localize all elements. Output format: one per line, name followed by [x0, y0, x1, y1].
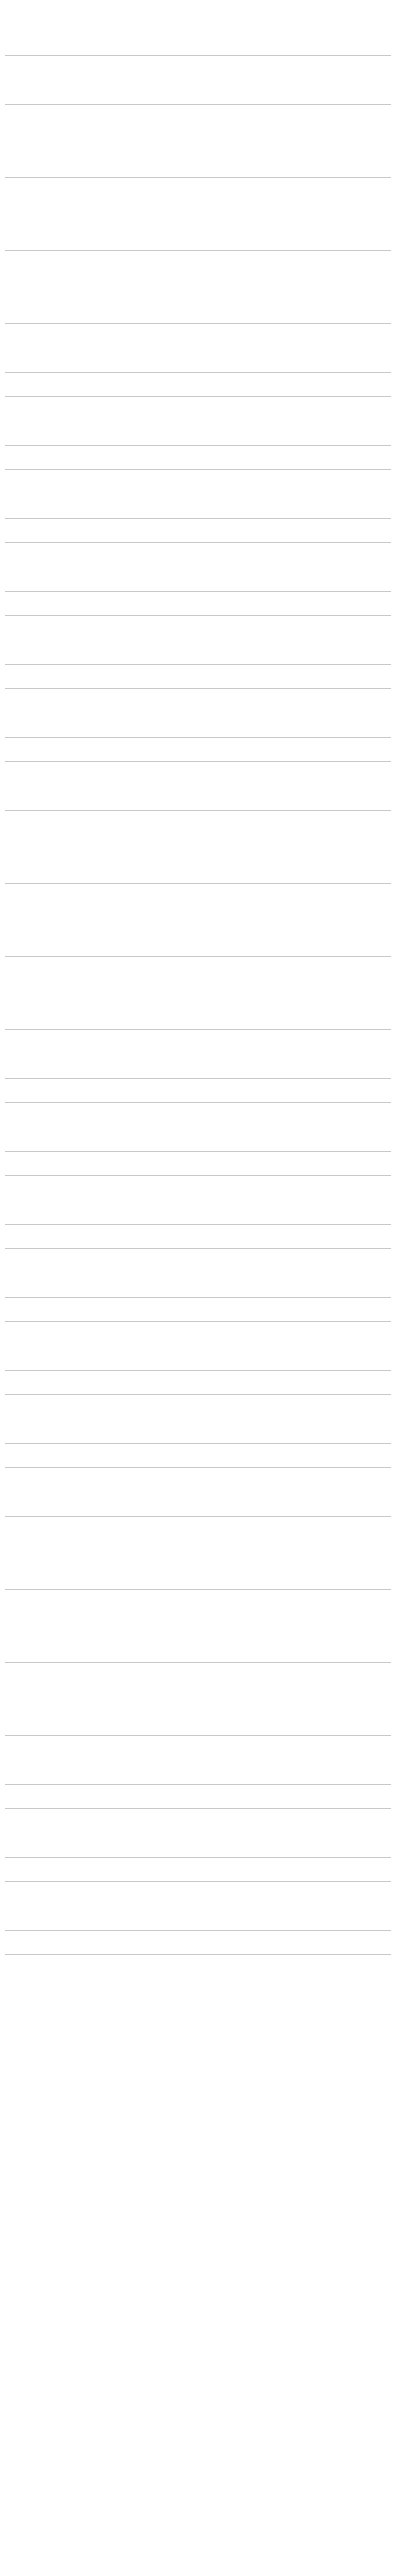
paragraph — [5, 210, 391, 226]
paragraph — [5, 356, 391, 373]
paragraph — [5, 1013, 391, 1030]
paragraph — [5, 1890, 391, 1906]
site-header — [0, 12, 396, 34]
paragraph-list — [5, 40, 391, 1979]
paragraph — [5, 234, 391, 251]
paragraph — [5, 1817, 391, 1833]
paragraph — [5, 332, 391, 348]
paragraph — [5, 1525, 391, 1541]
paragraph — [5, 64, 391, 80]
paragraph — [5, 1062, 391, 1079]
paragraph — [5, 453, 391, 470]
paragraph — [5, 429, 391, 446]
paragraph — [5, 600, 391, 616]
paragraph — [5, 843, 391, 859]
paragraph — [5, 1573, 391, 1590]
site-footer — [0, 2514, 396, 2570]
paragraph — [5, 1111, 391, 1127]
paragraph — [5, 1622, 391, 1638]
paragraph — [5, 940, 391, 957]
paragraph — [5, 1135, 391, 1152]
chapter-content — [5, 40, 391, 2508]
paragraph — [5, 867, 391, 884]
paragraph — [5, 1086, 391, 1103]
paragraph — [5, 1963, 391, 1979]
paragraph — [5, 1281, 391, 1298]
paragraph — [5, 697, 391, 713]
paragraph — [5, 1452, 391, 1468]
paragraph — [5, 1159, 391, 1176]
paragraph — [5, 259, 391, 275]
paragraph — [5, 965, 391, 981]
paragraph — [5, 1306, 391, 1322]
paragraph — [5, 1939, 391, 1955]
paragraph — [5, 1841, 391, 1858]
paragraph — [5, 1476, 391, 1492]
paragraph — [5, 88, 391, 105]
paragraph — [5, 1768, 391, 1785]
paragraph — [5, 113, 391, 129]
paragraph — [5, 1427, 391, 1444]
paragraph — [5, 892, 391, 908]
paragraph — [5, 1792, 391, 1809]
paragraph — [5, 1671, 391, 1687]
paragraph — [5, 1038, 391, 1054]
paragraph — [5, 186, 391, 202]
paragraph — [5, 1233, 391, 1249]
paragraph — [5, 551, 391, 567]
paragraph — [5, 1646, 391, 1663]
paragraph — [5, 405, 391, 421]
paragraph — [5, 137, 391, 153]
paragraph — [5, 40, 391, 56]
paragraph — [5, 1549, 391, 1565]
paragraph — [5, 721, 391, 738]
paragraph — [5, 1354, 391, 1371]
paragraph — [5, 989, 391, 1005]
paragraph — [5, 794, 391, 811]
paragraph — [5, 1744, 391, 1760]
paragraph — [5, 1330, 391, 1346]
paragraph — [5, 746, 391, 762]
paragraph — [5, 527, 391, 543]
paragraph — [5, 1914, 391, 1931]
paragraph — [5, 1257, 391, 1273]
paragraph — [5, 575, 391, 592]
paragraph — [5, 307, 391, 324]
paragraph — [5, 770, 391, 786]
paragraph — [5, 478, 391, 494]
paragraph — [5, 1379, 391, 1395]
paragraph — [5, 283, 391, 299]
paragraph — [5, 1184, 391, 1200]
paragraph — [5, 1598, 391, 1614]
paragraph — [5, 673, 391, 689]
paragraph — [5, 502, 391, 519]
paragraph — [5, 380, 391, 397]
top-promo-line — [0, 0, 396, 10]
paragraph — [5, 819, 391, 835]
paragraph — [5, 1695, 391, 1711]
paragraph — [5, 648, 391, 665]
paragraph — [5, 916, 391, 932]
paragraph — [5, 1500, 391, 1517]
paragraph — [5, 1719, 391, 1736]
paragraph — [5, 1865, 391, 1882]
paragraph — [5, 1208, 391, 1225]
paragraph — [5, 624, 391, 640]
paragraph — [5, 161, 391, 178]
paragraph — [5, 1403, 391, 1419]
